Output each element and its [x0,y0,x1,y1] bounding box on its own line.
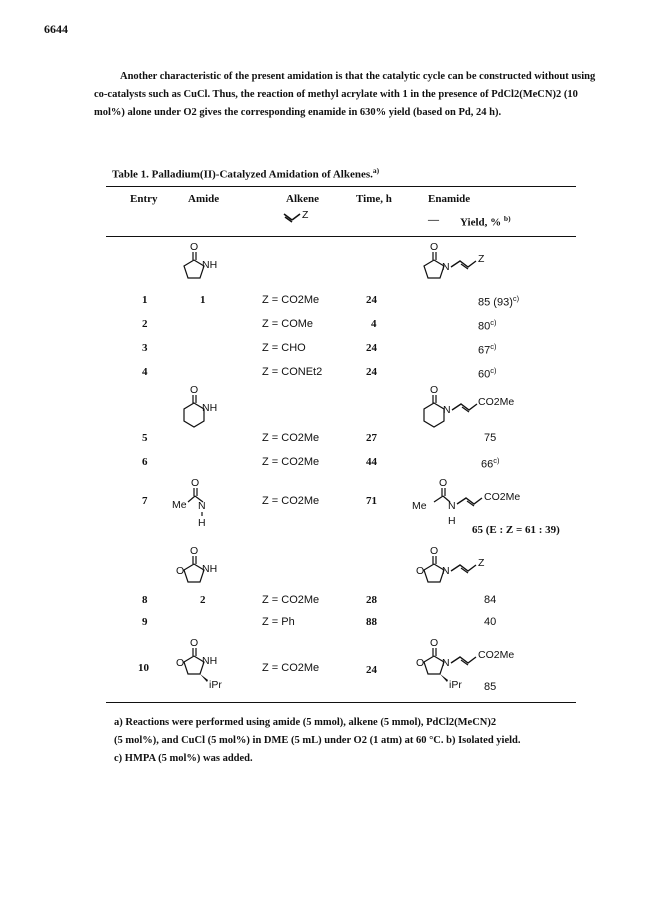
footnote-a-line1: a) Reactions were performed using amide (5 mmol), alkene (5 mmol), PdCl2(MeCN)2 [114,717,497,728]
row6-time: 44 [366,456,377,468]
enamide1-o: O [430,241,439,253]
oxazolidinone-nh: NH [202,563,218,575]
row9-entry: 9 [142,616,148,628]
row8-yield: 84 [484,594,497,606]
enamide2-n: N [443,404,451,416]
row5-entry: 5 [142,432,148,444]
ipr-oxazolidinone-structure [176,636,240,692]
table-footnotes [114,714,521,768]
row2-note: c) [490,318,497,327]
piperidinone-enamide-structure [420,383,540,439]
row3-alkene: Z = CHO [262,342,306,354]
header-yield-dash: — [428,214,439,226]
mfa-me: Me [172,499,187,511]
ipr-ox-ipr: iPr [209,679,222,691]
piperidinone-structure [180,383,230,439]
row10-entry: 10 [138,662,149,674]
enamide4-n: N [442,565,450,577]
alkene-z-label: Z [302,209,309,221]
row10-yield: 85 [484,681,497,693]
header-yield [460,214,511,229]
row4-alkene: Z = CONEt2 [262,366,323,378]
ipr-ox-nh: NH [202,655,218,667]
methylformamide-structure [172,476,232,532]
mfa-h: H [198,517,206,529]
row4-time: 24 [366,366,377,378]
pyrrolidinone-o: O [190,241,199,253]
enamide3-o: O [439,477,448,489]
row1-amide: 1 [200,294,206,306]
row6-yield-cell [481,456,500,471]
row7-entry: 7 [142,495,148,507]
ipr-ox-o: O [190,637,199,649]
enamide3-h: H [448,515,456,527]
row7-alkene: Z = CO2Me [262,495,320,507]
row2-entry: 2 [142,318,148,330]
table-top-rule [106,186,576,187]
mfa-o: O [191,477,200,489]
row8-entry: 8 [142,594,148,606]
row4-note: c) [490,366,497,375]
pyrrolidinone-enamide-structure [420,240,510,290]
header-time: Time, h [356,193,392,205]
row6-yield: 66 [481,458,494,471]
row8-alkene: Z = CO2Me [262,594,320,606]
mfa-nh: N [198,500,206,512]
row9-yield: 40 [484,616,497,628]
enamide1-n: N [442,261,450,273]
table-header-rule [106,236,576,237]
row1-entry: 1 [142,294,148,306]
row10-alkene: Z = CO2Me [262,662,320,674]
enamide3-co2me: CO2Me [484,491,521,503]
row2-yield-cell [478,318,497,333]
row7-yield: 65 (E : Z = 61 : 39) [472,524,560,536]
enamide3-n: N [448,500,456,512]
pyrrolidinone-structure [180,240,230,290]
row6-note: c) [493,456,500,465]
row2-alkene: Z = COMe [262,318,314,330]
table-caption-note: a) [372,166,380,175]
row1-yield: 85 (93) [478,296,513,309]
row3-yield: 67 [478,344,491,357]
table-bottom-rule [106,702,576,703]
row7-time: 71 [366,495,377,507]
header-yield-note: b) [503,214,511,223]
enamide5-o: O [430,637,439,649]
row3-note: c) [490,342,497,351]
page-number: 6644 [44,22,68,36]
row9-time: 88 [366,616,377,628]
row3-yield-cell [478,342,497,357]
alkene-bond-3 [292,214,300,220]
row5-time: 27 [366,432,377,444]
row5-yield: 75 [484,432,497,444]
ipr-ox-ring-o: O [176,657,185,669]
alkene-structure [282,204,322,234]
oxazolidinone-structure [176,544,230,594]
body-paragraph [94,68,614,122]
row4-entry: 4 [142,366,148,378]
row1-time: 24 [366,294,377,306]
row6-entry: 6 [142,456,148,468]
row4-yield: 60 [478,368,491,381]
enamide5-co2me: CO2Me [478,649,515,661]
row8-amide: 2 [200,594,206,606]
enamide2-o: O [430,384,439,396]
footnote-a-line2: (5 mol%), and CuCl (5 mol%) in DME (5 mL) under O2 (1 atm) at 60 °C. b) Isolated yield. [114,735,521,746]
table-caption [112,166,379,181]
header-enamide: Enamide [428,193,471,205]
header-yield-label: Yield, % [460,216,502,229]
row2-yield: 80 [478,320,491,333]
row9-alkene: Z = Ph [262,616,295,628]
row1-alkene: Z = CO2Me [262,294,320,306]
row10-time: 24 [366,664,377,676]
ipr-ox-enamide-structure [416,636,540,692]
piperidinone-nh: NH [202,402,218,414]
paragraph-line-2: co-catalysts such as CuCl. Thus, the reaction of methyl acrylate with 1 in the presence of PdCl2(MeCN)2 (10 [94,89,578,100]
enamide4-ring-o: O [416,565,425,577]
enamide2-co2me: CO2Me [478,396,515,408]
paragraph-line-3: mol%) alone under O2 gives the corresponding enamide in 630% yield (based on Pd, 24 h). [94,107,502,118]
row2-time: 4 [371,318,377,330]
paragraph-line-1: Another characteristic of the present amidation is that the catalytic cycle can be constructed without using [120,71,596,82]
row5-alkene: Z = CO2Me [262,432,320,444]
enamide4-o: O [430,545,439,557]
oxazolidinone-enamide-structure [416,544,510,594]
header-amide: Amide [188,193,220,205]
enamide3-me: Me [412,500,427,512]
row1-note: c) [512,294,520,303]
oxazolidinone-ring-o: O [176,565,185,577]
enamide5-ring-o: O [416,657,425,669]
enamide1-z: Z [478,253,485,265]
row4-yield-cell [478,366,497,381]
footnote-c: c) HMPA (5 mol%) was added. [114,753,253,764]
enamide5-ipr: iPr [449,679,462,691]
row1-yield-cell [478,294,519,309]
oxazolidinone-o: O [190,545,199,557]
row8-time: 28 [366,594,377,606]
row6-alkene: Z = CO2Me [262,456,320,468]
enamide4-z: Z [478,557,485,569]
row3-time: 24 [366,342,377,354]
row3-entry: 3 [142,342,148,354]
table-caption-text: Table 1. Palladium(II)-Catalyzed Amidation of Alkenes. [112,168,373,181]
header-entry: Entry [130,193,158,205]
header-alkene: Alkene [286,193,319,205]
enamide5-n: N [442,657,450,669]
piperidinone-o: O [190,384,199,396]
pyrrolidinone-nh: NH [202,259,218,271]
